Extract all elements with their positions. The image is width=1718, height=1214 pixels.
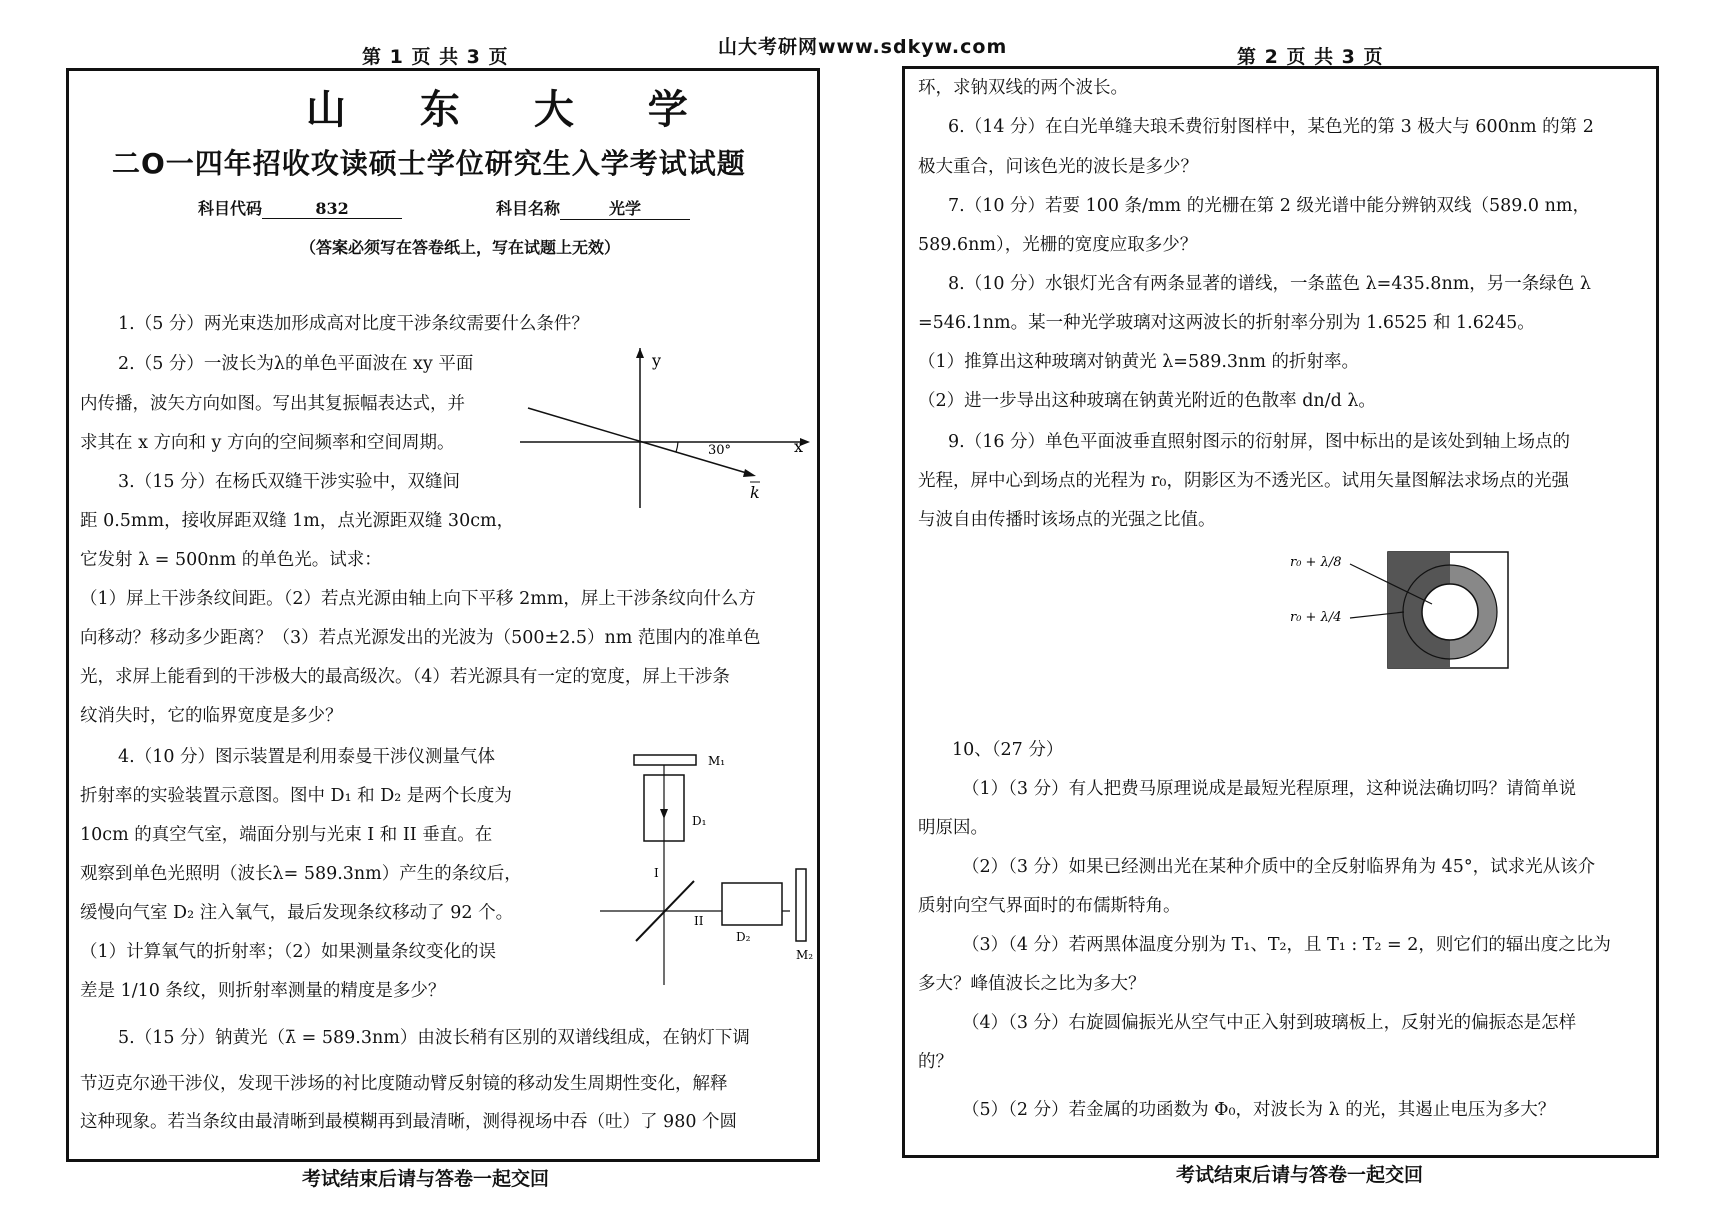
twyman-interferometer-figure	[600, 745, 820, 985]
wave-vector-arrow-icon	[743, 469, 756, 477]
question-text-line: 它发射 λ = 500nm 的单色光。试求：	[80, 550, 382, 570]
footer-left: 考试结束后请与答卷一起交回	[302, 1168, 550, 1190]
gas-cell-d1-label: D₁	[692, 814, 707, 828]
zone-inner-circle	[1422, 584, 1478, 640]
question-text-line: 与波自由传播时该场点的光强之比值。	[918, 510, 1216, 530]
question-text-line: （3）（4 分）若两黑体温度分别为 T₁、T₂，且 T₁ : T₂ = 2，则它们的辐出度之比为	[962, 935, 1611, 955]
wave-vector-figure	[520, 348, 820, 508]
question-text-line: 纹消失时，它的临界宽度是多少？	[80, 706, 343, 726]
question-text-line: 观察到单色光照明（波长λ= 589.3nm）产生的条纹后，	[80, 864, 522, 884]
y-axis-label: y	[652, 351, 662, 370]
question-text-line: 光，求屏上能看到的干涉极大的最高级次。（4）若光源具有一定的宽度，屏上干涉条	[80, 667, 730, 687]
beam-ii-label: II	[694, 914, 704, 928]
page-number-right: 第 2 页 共 3 页	[1237, 46, 1384, 68]
wave-vector-line	[528, 408, 750, 474]
university-title: 山 东 大 学	[306, 87, 718, 133]
question-text-line: 9.（16 分）单色平面波垂直照射图示的衍射屏，图中标出的是该处到轴上场点的	[948, 432, 1571, 452]
question-text-line: （5）（2 分）若金属的功函数为 Φ₀，对波长为 λ 的光，其遏止电压为多大？	[962, 1100, 1556, 1120]
y-axis-arrow-icon	[636, 348, 644, 358]
exam-title: 二O一四年招收攻读硕士学位研究生入学考试试题	[112, 147, 746, 180]
subject-name-value: 光学	[560, 196, 690, 220]
question-text-line: 多大？峰值波长之比为多大？	[918, 974, 1146, 994]
question-text-line: 4.（10 分）图示装置是利用泰曼干涉仪测量气体	[118, 747, 496, 767]
footer-right: 考试结束后请与答卷一起交回	[1176, 1164, 1424, 1186]
question-text-line: 这种现象。若当条纹由最清晰到最模糊再到最清晰，测得视场中吞（吐）了 980 个圆	[80, 1112, 738, 1132]
gas-cell-d2	[722, 883, 782, 925]
mirror-m2	[796, 869, 806, 941]
question-text-line: 光程，屏中心到场点的光程为 r₀，阴影区为不透光区。试用矢量图解法求场点的光强	[918, 471, 1569, 491]
question-text-line: 3.（15 分）在杨氏双缝干涉实验中，双缝间	[118, 472, 461, 492]
subject-code-value: 832	[262, 199, 402, 219]
zone-label-r4: r₀ + λ/4	[1290, 610, 1342, 625]
question-text-line: 缓慢向气室 D₂ 注入氧气，最后发现条纹移动了 92 个。	[80, 903, 514, 923]
subject-name-label: 科目名称	[496, 199, 561, 218]
site-watermark: 山大考研网www.sdkyw.com	[718, 36, 1008, 58]
question-text-line: 内传播，波矢方向如图。写出其复振幅表达式，并	[80, 394, 465, 414]
question-text-line: 10、（27 分）	[952, 740, 1064, 760]
mirror-m1	[634, 755, 696, 765]
question-text-line: （1）（3 分）有人把费马原理说成是最短光程原理，这种说法确切吗？请简单说	[962, 779, 1577, 799]
subject-name	[496, 196, 690, 220]
question-text-line: 的？	[918, 1052, 953, 1072]
question-text-line: 折射率的实验装置示意图。图中 D₁ 和 D₂ 是两个长度为	[80, 786, 512, 806]
question-text-line: 求其在 x 方向和 y 方向的空间频率和空间周期。	[80, 433, 455, 453]
page-number-left: 第 1 页 共 3 页	[362, 46, 509, 68]
question-text-line: （1）推算出这种玻璃对钠黄光 λ=589.3nm 的折射率。	[918, 352, 1359, 372]
question-text-line: 质射向空气界面时的布儒斯特角。	[918, 896, 1181, 916]
question-text-line: （1）屏上干涉条纹间距。（2）若点光源由轴上向下平移 2mm，屏上干涉条纹向什么方	[80, 589, 756, 609]
question-text-line: 6.（14 分）在白光单缝夫琅禾费衍射图样中，某色光的第 3 极大与 600nm 的第 2	[948, 117, 1594, 137]
question-text-line: 1.（5 分）两光束迭加形成高对比度干涉条纹需要什么条件？	[118, 314, 589, 334]
question-text-line: 差是 1/10 条纹，则折射率测量的精度是多少？	[80, 981, 446, 1001]
question-text-line: 环，求钠双线的两个波长。	[918, 78, 1128, 98]
question-text-line: 向移动？移动多少距离？（3）若点光源发出的光波为（500±2.5）nm 范围内的准单色	[80, 628, 761, 648]
question-text-line: 极大重合，问该色光的波长是多少？	[918, 157, 1198, 177]
subject-code	[198, 196, 402, 219]
question-text-line: =546.1nm。某一种光学玻璃对这两波长的折射率分别为 1.6525 和 1.6245。	[918, 313, 1535, 333]
x-axis-label: x	[794, 437, 804, 456]
question-text-line: （2）（3 分）如果已经测出光在某种介质中的全反射临界角为 45°，试求光从该介	[962, 857, 1596, 877]
question-text-line: 2.（5 分）一波长为λ的单色平面波在 xy 平面	[118, 354, 474, 374]
zone-label-r8: r₀ + λ/8	[1290, 555, 1342, 570]
mirror-m2-label: M₂	[796, 948, 814, 962]
question-text-line: 7.（10 分）若要 100 条/mm 的光栅在第 2 级光谱中能分辨钠双线（589.0 nm，	[948, 196, 1590, 216]
question-text-line: 明原因。	[918, 818, 988, 838]
question-text-line: （2）进一步导出这种玻璃在钠黄光附近的色散率 dn/d λ。	[918, 391, 1376, 411]
question-text-line: 10cm 的真空气室，端面分别与光束 I 和 II 垂直。在	[80, 825, 493, 845]
angle-arc	[676, 442, 678, 452]
answer-notice: （答案必须写在答卷纸上，写在试题上无效）	[300, 238, 621, 257]
beam-i-label: I	[654, 866, 659, 880]
diffraction-screen-figure	[1278, 546, 1514, 674]
wave-vector-label: k	[750, 483, 760, 502]
question-text-line: 8.（10 分）水银灯光含有两条显著的谱线，一条蓝色 λ=435.8nm，另一条绿色 λ	[948, 274, 1591, 294]
question-text-line: 589.6nm），光栅的宽度应取多少？	[918, 235, 1198, 255]
gas-cell-d2-label: D₂	[736, 930, 751, 944]
question-text-line: 距 0.5mm，接收屏距双缝 1m，点光源距双缝 30cm，	[80, 511, 515, 531]
angle-label: 30°	[708, 443, 732, 458]
mirror-m1-label: M₁	[708, 754, 726, 768]
question-text-line: （1）计算氧气的折射率；（2）如果测量条纹变化的误	[80, 942, 497, 962]
question-text-line: （4）（3 分）右旋圆偏振光从空气中正入射到玻璃板上，反射光的偏振态是怎样	[962, 1013, 1577, 1033]
question-text-line: 节迈克尔逊干涉仪，发现干涉场的衬比度随动臂反射镜的移动发生周期性变化，解释	[80, 1074, 728, 1094]
subject-code-label: 科目代码	[198, 199, 263, 218]
question-text-line: 5.（15 分）钠黄光（λ̄ = 589.3nm）由波长稍有区别的双谱线组成，在钠灯下调	[118, 1028, 750, 1048]
